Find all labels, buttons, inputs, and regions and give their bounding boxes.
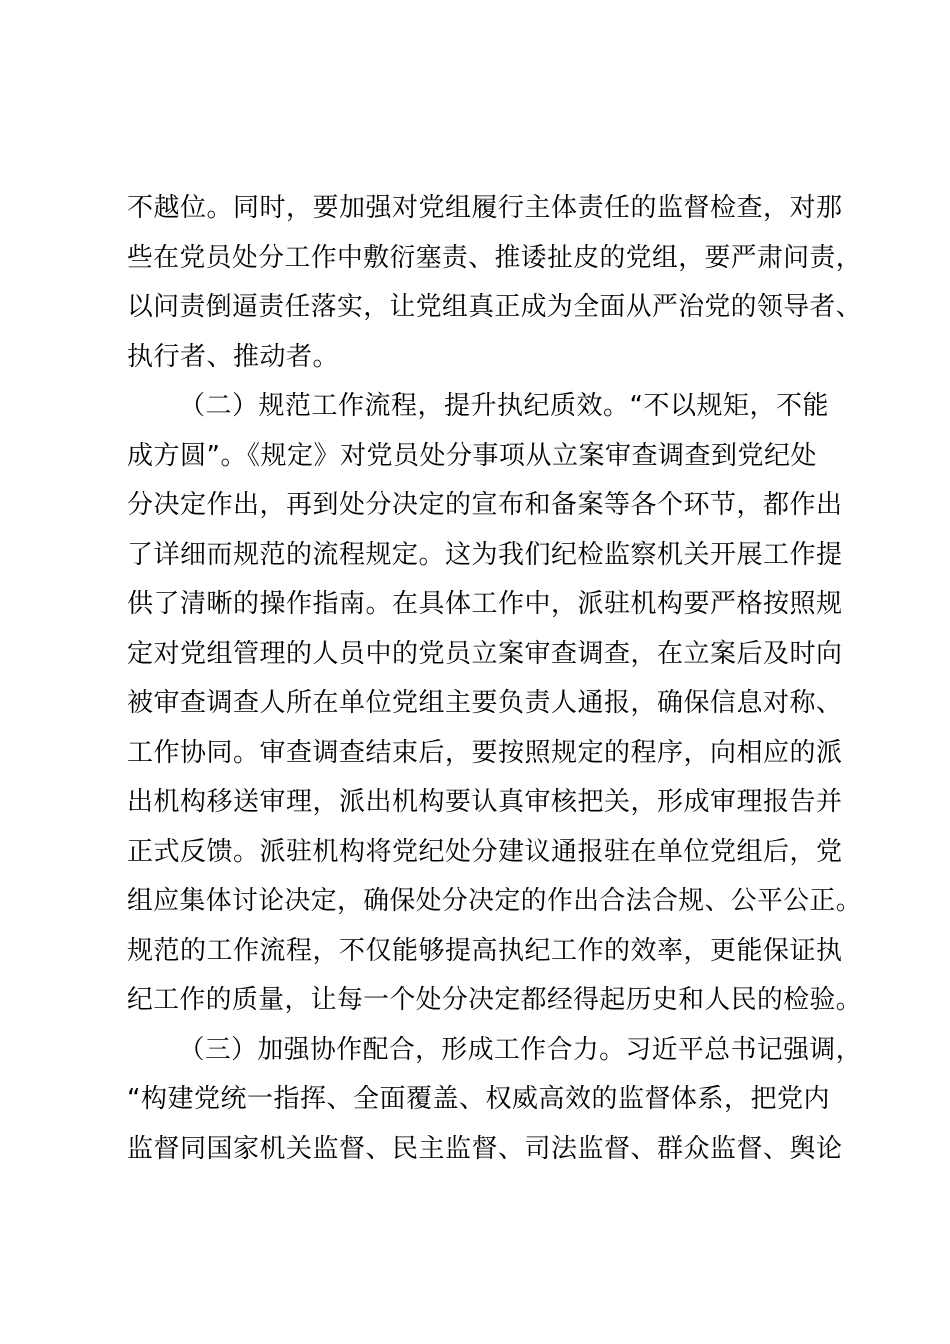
text-line: 监督同国家机关监督、民主监督、司法监督、群众监督、舆论 — [127, 1133, 843, 1164]
text-line: 执行者、推动者。 — [127, 341, 340, 372]
text-line: 规范的工作流程，不仅能够提高执纪工作的效率，更能保证执 — [127, 935, 843, 966]
text-line: 分决定作出，再到处分决定的宣布和备案等各个环节，都作出 — [127, 490, 843, 520]
body-text — [127, 184, 862, 1174]
text-line: 供了清晰的操作指南。在具体工作中，派驻机构要严格按照规 — [127, 589, 843, 619]
text-line: 被审查调查人所在单位党组主要负责人通报，确保信息对称、 — [127, 688, 843, 718]
section-heading-line: （三）加强协作配合，形成工作合力。习近平总书记强调， — [178, 1034, 863, 1065]
text-line: 定对党组管理的人员中的党员立案审查调查，在立案后及时向 — [127, 638, 843, 669]
text-line: “构建党统一指挥、全面覆盖、权威高效的监督体系，把党内 — [127, 1084, 830, 1114]
text-line: 了详细而规范的流程规定。这为我们纪检监察机关开展工作提 — [127, 539, 843, 570]
text-line: 些在党员处分工作中敷衍塞责、推诿扯皮的党组，要严肃问责， — [127, 242, 863, 273]
text-line: 组应集体讨论决定，确保处分决定的作出合法合规、公平公正。 — [127, 886, 863, 916]
text-line: 成方圆”。《规定》对党员处分事项从立案审查调查到党纪处 — [127, 440, 817, 471]
text-line: 以问责倒逼责任落实，让党组真正成为全面从严治党的领导者、 — [127, 292, 863, 322]
section-heading-line: （二）规范工作流程，提升执纪质效。“不以规矩，不能 — [179, 391, 829, 421]
text-line: 不越位。同时，要加强对党组履行主体责任的监督检查，对那 — [127, 193, 843, 223]
text-line: 工作协同。审查调查结束后，要按照规定的程序，向相应的派 — [127, 737, 843, 768]
text-line: 纪工作的质量，让每一个处分决定都经得起历史和人民的检验。 — [127, 985, 863, 1015]
text-line: 出机构移送审理，派出机构要认真审核把关，形成审理报告并 — [127, 787, 843, 817]
text-line: 正式反馈。派驻机构将党纪处分建议通报驻在单位党组后，党 — [127, 836, 843, 867]
